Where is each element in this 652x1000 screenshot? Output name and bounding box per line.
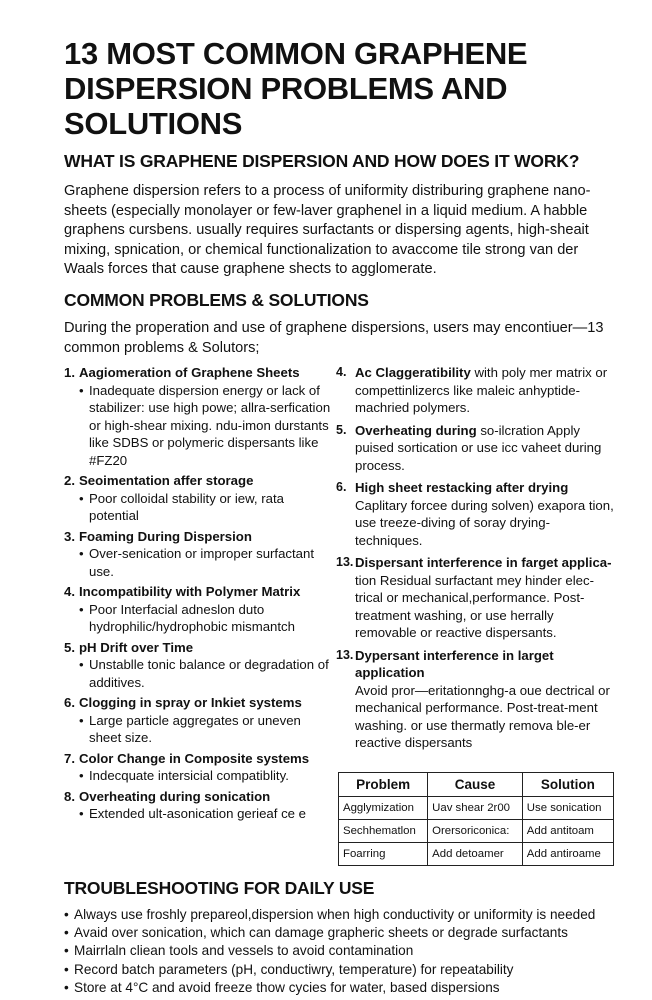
- bullet-icon: •: [79, 657, 84, 672]
- list-item: [64, 942, 624, 960]
- list-item: [64, 906, 624, 924]
- bullet-icon: •: [64, 961, 69, 977]
- problem-item: [64, 694, 332, 747]
- problem-text: tion Residual surfactant mey hinder elec-trical or mechanical,performance. Post-treatment washing, or use herrally removable or reactive dispersants.: [355, 572, 594, 640]
- problem-item: [336, 647, 614, 752]
- problem-title: pH Drift over Time: [79, 639, 194, 655]
- problem-title: Clogging in spray or Inkiet systems: [79, 695, 302, 710]
- problem-text: with poly mer matrix or compettinlizercs like maleic anhyptide-machried polymers.: [355, 365, 608, 415]
- problem-bullet: Unstablle tonic balance or degradation of additives.: [89, 657, 329, 690]
- left-problem-list: [64, 364, 332, 826]
- bullet-icon: •: [79, 546, 84, 561]
- tip-text: Always use froshly prepareol,dispersion when high conductivity or uniformity is needed: [74, 907, 596, 922]
- problem-number: 6.: [64, 695, 75, 710]
- bullet-icon: •: [64, 943, 69, 959]
- bullet-icon: •: [64, 907, 69, 922]
- troubleshooting-heading: TROUBLESHOOTING FOR DAILY USE: [64, 878, 375, 898]
- problem-bullet: Poor colloidal stability or iew, rata potential: [89, 490, 284, 523]
- problem-title: Incompatibility with Polymer Matrix: [79, 584, 301, 599]
- tip-text: Mairrlaln cliean tools and vessels to avoid contamination: [74, 943, 414, 959]
- problem-bullet: Extended ult-asonication gerieaf ce e: [89, 806, 307, 821]
- problem-bullet: Inadequate dispersion energy or lack of stabilizer: use high powe; allra-serfication or high-shear mixing. ndu-imon durstants like SDBS or polymeric dispersants like #FZ20: [89, 382, 331, 468]
- table-cell: Orersoriconica:: [428, 820, 523, 843]
- problem-title: Foaming During Dispersion: [79, 528, 252, 544]
- problem-number: 2.: [64, 473, 75, 488]
- table-cell: Agglymization: [339, 797, 428, 820]
- intro-paragraph: Graphene dispersion refers to a process of uniformity distriburing graphene nano-sheets (especially monolayer or few-laver graphenel in a liquid medium. A habble graphens cursbens. usually requires surfactants or dispersing agents, high-sheait mixing, spnication, or chemical functionalization to avaccome tile strong van der Waals forces that cause graphene shects to agglomerate.: [64, 183, 591, 278]
- problem-number: 4.: [336, 365, 347, 379]
- problem-number: 6.: [336, 480, 347, 494]
- table-cell: Add detoamer: [428, 843, 523, 866]
- problem-title: Dispersant interference in farget applica-: [355, 555, 612, 570]
- bullet-icon: •: [64, 925, 69, 941]
- problem-item: [64, 639, 332, 692]
- bullet-icon: •: [79, 382, 84, 398]
- problem-number: 4.: [64, 584, 75, 599]
- bullet-icon: •: [79, 601, 84, 617]
- problem-item: [64, 583, 332, 636]
- list-item: [64, 924, 624, 942]
- problem-bullet: Over-senication or improper surfactant use.: [89, 546, 315, 579]
- problem-bullet: Large particle aggregates or uneven sheet size.: [89, 712, 301, 745]
- problem-title: Aagiomeration of Graphene Sheets: [79, 365, 300, 380]
- list-item: [64, 979, 624, 997]
- problem-number: 1.: [64, 365, 75, 380]
- problem-text: so-ilcration Apply puised sortication or use icc vaheet during process.: [355, 422, 602, 473]
- problem-item: [64, 472, 332, 525]
- problem-title: Overheating during: [355, 422, 477, 438]
- common-heading: COMMON PROBLEMS & SOLUTIONS: [64, 290, 369, 310]
- tip-text: Store at 4°C and avoid freeze thow cycies for water, based dispersions: [74, 979, 500, 995]
- problem-text: Avoid pror—eritationnghg-a oue dectrical or mechanical performance. Post-treat-ment washing. or use thermatly remova ble-er reactive dispersants: [355, 682, 610, 750]
- table-cell: Sechhematlon: [339, 820, 428, 843]
- table-header-row: [339, 773, 614, 797]
- table-cell: Foarring: [339, 843, 428, 866]
- problem-number: 3.: [64, 528, 75, 544]
- table-row: [339, 820, 614, 843]
- problem-number: 13.: [336, 647, 354, 662]
- problem-item: [64, 788, 332, 823]
- table-cell: Uav shear 2r00: [428, 797, 523, 820]
- bullet-icon: •: [64, 979, 69, 995]
- problem-number: 5.: [336, 422, 347, 437]
- table-cell: Use sonication: [522, 797, 613, 820]
- problem-text: Caplitary forcee during solven) exapora tion, use treeze-diving of soray drying-techniques.: [355, 497, 614, 548]
- tip-text: Avaid over sonication, which can damage grapheric sheets or degrade surfactants: [74, 925, 568, 941]
- problem-title: High sheet restacking after drying: [355, 480, 569, 495]
- problem-item: [64, 364, 332, 469]
- intro-heading: WHAT IS GRAPHENE DISPERSION AND HOW DOES IT WORK?: [64, 151, 580, 171]
- troubleshooting-list: [64, 906, 624, 997]
- problem-number: 8.: [64, 788, 75, 804]
- problem-item: [336, 364, 614, 417]
- table-cell: Add antitoam: [522, 820, 613, 843]
- problem-number: 7.: [64, 750, 75, 766]
- table-row: [339, 797, 614, 820]
- list-item: [64, 961, 624, 979]
- bullet-icon: •: [79, 490, 84, 506]
- problem-number: 5.: [64, 639, 75, 655]
- right-problem-list: [336, 364, 614, 755]
- bullet-icon: •: [79, 712, 84, 728]
- table-row: [339, 843, 614, 866]
- problem-item: [336, 479, 614, 549]
- problem-title: Dypersant interference in larget application: [355, 647, 554, 680]
- problem-title: Overheating during sonication: [79, 788, 271, 804]
- problem-title: Ac Claggeratibility: [355, 365, 471, 380]
- tip-text: Record batch parameters (pH, conductiwry, temperature) for repeatability: [74, 961, 514, 977]
- table-header-cell: Cause: [428, 773, 523, 797]
- problem-item: [336, 422, 614, 475]
- table-header-cell: Solution: [522, 773, 613, 797]
- problem-bullet: Indecquate intersicial compatiblity.: [89, 768, 289, 783]
- problem-title: Color Change in Composite systems: [79, 750, 310, 766]
- summary-table: [338, 772, 614, 866]
- table-header-cell: Problem: [339, 773, 428, 797]
- problem-item: [64, 528, 332, 581]
- table-cell: Add antiroame: [522, 843, 613, 866]
- common-paragraph: During the properation and use of graphene dispersions, users may encontiuer—13 common problems & Solutors;: [64, 320, 604, 356]
- problem-title: Seoimentation affer storage: [79, 473, 254, 488]
- page-title: 13 MOST COMMON GRAPHENE DISPERSION PROBLEMS AND SOLUTIONS: [64, 36, 528, 141]
- bullet-icon: •: [79, 806, 84, 821]
- problem-item: [64, 750, 332, 785]
- problem-item: [336, 554, 614, 642]
- bullet-icon: •: [79, 768, 84, 783]
- problem-number: 13.: [336, 555, 354, 569]
- problem-bullet: Poor Interfacial adneslon duto hydrophilic/hydrophobic mismantch: [89, 601, 295, 634]
